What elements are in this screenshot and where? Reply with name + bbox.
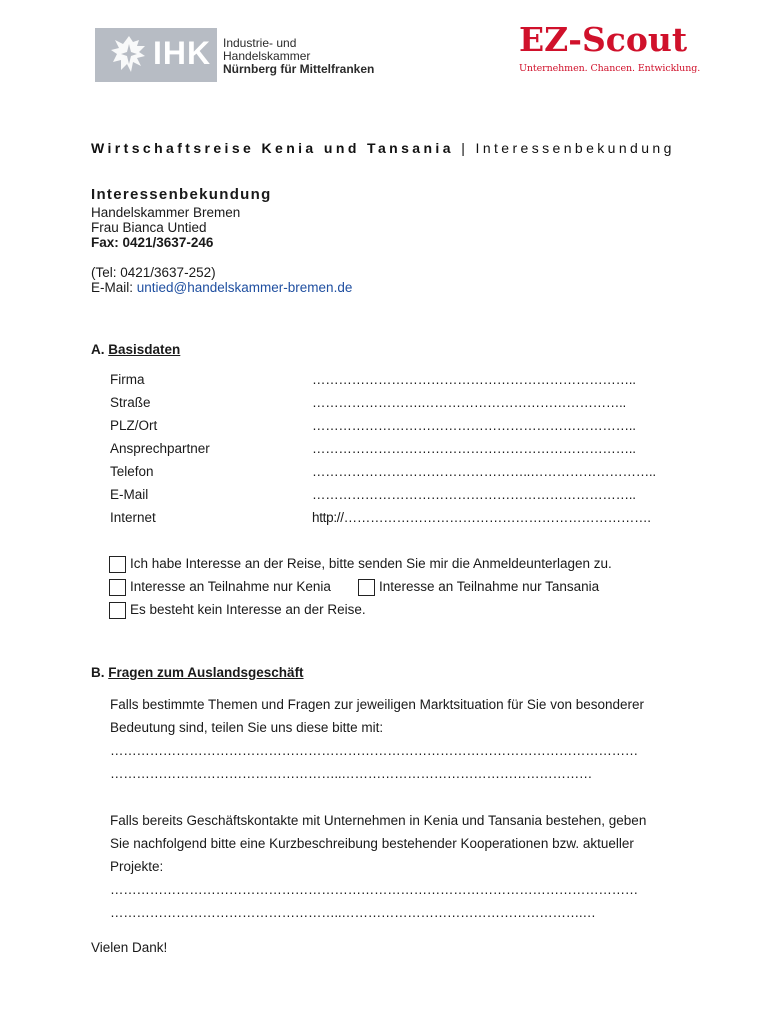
section-b-title: Fragen zum Auslandsgeschäft — [108, 665, 304, 680]
interest-heading: Interessenbekundung — [91, 186, 272, 203]
answer-line-4[interactable]: ……………………………………………..……………………………………………….… — [110, 905, 596, 920]
checkbox-row-no-interest — [109, 602, 366, 619]
section-b-heading — [91, 665, 304, 680]
field-label-strasse: Straße — [110, 395, 151, 410]
checkbox-label-interest-send: Ich habe Interesse an der Reise, bitte senden Sie mir die Anmeldeunterlagen zu. — [130, 556, 612, 572]
section-b-paragraph-1 — [110, 693, 690, 739]
ez-scout-logo — [519, 20, 701, 76]
ihk-letters: IHK — [153, 35, 212, 71]
ez-scout-subtitle: Unternehmen. Chancen. Entwicklung. — [519, 63, 701, 74]
checkbox-row-interest-send — [109, 556, 612, 573]
field-input-telefon[interactable]: …………………………………………..……………………….. — [312, 464, 656, 479]
section-a-title: Basisdaten — [108, 342, 181, 357]
contact-org: Handelskammer Bremen — [91, 205, 241, 220]
checkbox-label-kenia-only: Interesse an Teilnahme nur Kenia — [130, 579, 331, 595]
document-title — [91, 140, 675, 156]
contact-tel: (Tel: 0421/3637-252) — [91, 265, 216, 280]
ihk-text — [223, 37, 385, 76]
email-link[interactable]: untied@handelskammer-bremen.de — [136, 280, 353, 295]
ez-scout-title: EZ-Scout — [519, 20, 688, 59]
para-2-line-2: Sie nachfolgend bitte eine Kurzbeschreibung bestehender Kooperationen bzw. aktueller — [110, 836, 634, 851]
field-label-telefon: Telefon — [110, 464, 154, 479]
field-label-ansprechpartner: Ansprechpartner — [110, 441, 210, 456]
checkbox-label-tansania-only: Interesse an Teilnahme nur Tansania — [379, 579, 600, 595]
field-label-internet: Internet — [110, 510, 156, 525]
section-b-prefix: B. — [91, 665, 109, 680]
checkbox-row-kenia — [109, 579, 331, 596]
contact-fax: Fax: 0421/3637-246 — [91, 235, 214, 250]
field-input-firma[interactable]: ……………………………………………………………….. — [312, 372, 636, 387]
email-label: E-Mail: — [91, 280, 137, 295]
para-2-line-3: Projekte: — [110, 859, 164, 874]
answer-line-1[interactable]: ………………………………………………………………………………………………………… — [110, 743, 639, 758]
contact-person: Frau Bianca Untied — [91, 220, 207, 235]
checkbox-tansania-only[interactable] — [358, 579, 375, 596]
section-a-prefix: A. — [91, 342, 109, 357]
field-input-ansprechpartner[interactable]: ……………………………………………………………….. — [312, 441, 636, 456]
contact-email-row — [91, 280, 352, 295]
checkbox-kenia-only[interactable] — [109, 579, 126, 596]
section-b-paragraph-2 — [110, 809, 690, 878]
ihk-logo — [95, 28, 385, 82]
checkbox-label-no-interest: Es besteht kein Interesse an der Reise. — [130, 602, 366, 618]
field-label-email: E-Mail — [110, 487, 149, 502]
field-label-firma: Firma — [110, 372, 145, 387]
para-1-line-2: Bedeutung sind, teilen Sie uns diese bitte mit: — [110, 720, 384, 735]
ihk-line-1: Industrie- und Handelskammer — [223, 36, 311, 63]
section-a-heading — [91, 342, 180, 357]
checkbox-row-tansania — [358, 579, 599, 596]
answer-line-3[interactable]: ………………………………………………………………………………………………………… — [110, 882, 639, 897]
ihk-logo-box — [95, 28, 217, 82]
field-input-plz-ort[interactable]: ……………………………………………………………….. — [312, 418, 636, 433]
para-1-line-1: Falls bestimmte Themen und Fragen zur jeweiligen Marktsituation für Sie von besonderer — [110, 697, 645, 712]
checkbox-no-interest[interactable] — [109, 602, 126, 619]
document-title-main: Wirtschaftsreise Kenia und Tansania — [91, 140, 454, 156]
closing-text: Vielen Dank! — [91, 940, 168, 955]
title-separator: | — [453, 140, 476, 156]
document-title-sub: Interessenbekundung — [475, 140, 675, 156]
para-2-line-1: Falls bereits Geschäftskontakte mit Unternehmen in Kenia und Tansania bestehen, geben — [110, 813, 647, 828]
field-input-internet[interactable]: http://……………………………………………………………. — [312, 510, 651, 525]
ihk-line-2: Nürnberg für Mittelfranken — [223, 62, 375, 76]
field-label-plz-ort: PLZ/Ort — [110, 418, 158, 433]
checkbox-interest-send[interactable] — [109, 556, 126, 573]
eagle-icon — [109, 34, 149, 76]
field-input-strasse[interactable]: …………………….……………………………………….. — [312, 395, 626, 410]
answer-line-2[interactable]: ……………………………………………..………………………………………………… — [110, 766, 593, 781]
contact-block — [91, 205, 352, 295]
field-input-email[interactable]: ……………………………………………………………….. — [312, 487, 636, 502]
